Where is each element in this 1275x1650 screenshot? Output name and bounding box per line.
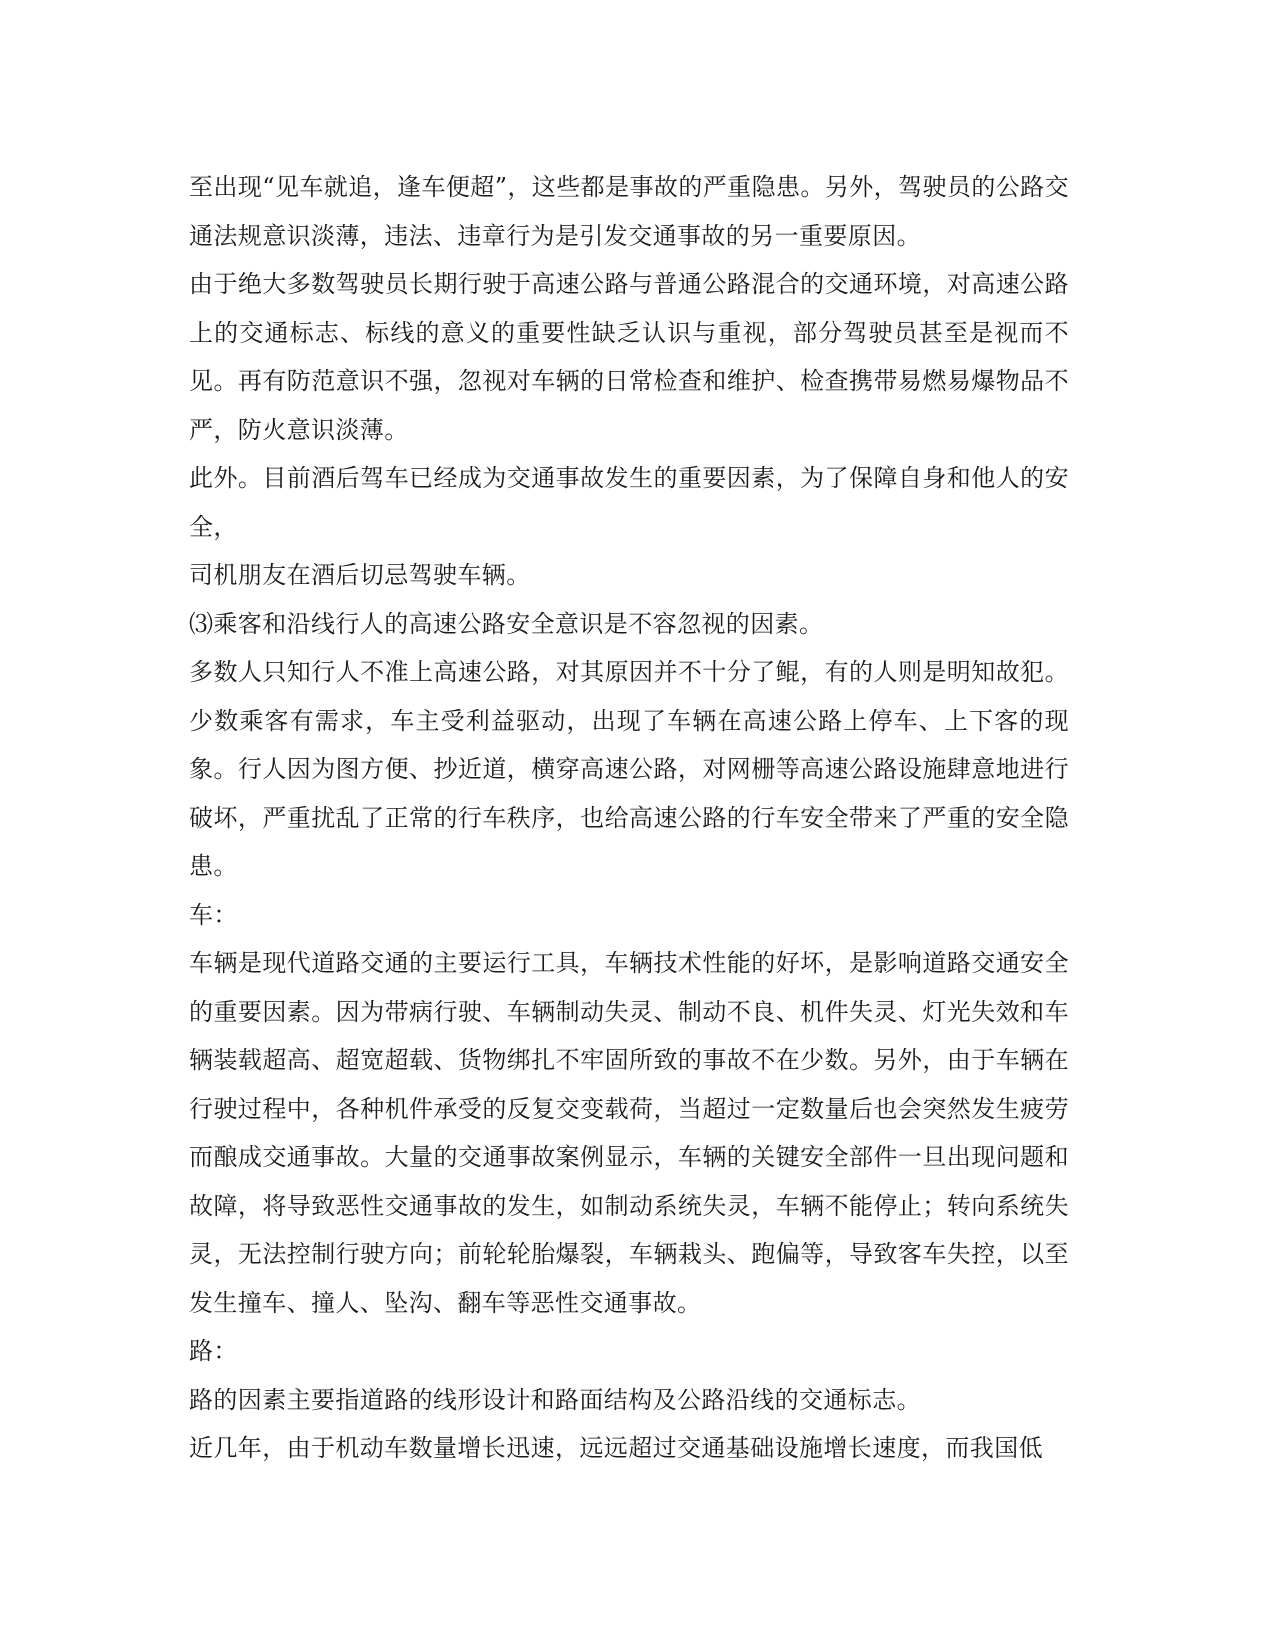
section-heading-vehicle: 车： xyxy=(189,900,238,929)
paragraph-4: 司机朋友在酒后切忌驾驶车辆。 xyxy=(189,561,531,589)
paragraph-1: 至出现“见车就追，逢车便超”，这些都是事故的严重隐患。另外，驾驶员的公路交通法规意识淡薄，违法、违章行为是引发交通事故的另一重要原因。 xyxy=(189,173,1069,250)
paragraph-11: 近几年，由于机动车数量增长迅速，远远超过交通基础设施增长速度，而我国低 xyxy=(189,1434,1043,1462)
paragraph-10: 路的因素主要指道路的线形设计和路面结构及公路沿线的交通标志。 xyxy=(189,1385,921,1414)
document-body xyxy=(189,163,1069,1473)
paragraph-2: 由于绝大多数驾驶员长期行驶于高速公路与普通公路混合的交通环境，对高速公路上的交通标志、标线的意义的重要性缺乏认识与重视，部分驾驶员甚至是视而不见。再有防范意识不强，忽视对车辆的日常检查和维护、检查携带易燃易爆物品不严，防火意识淡薄。 xyxy=(189,270,1069,444)
section-heading-road: 路： xyxy=(189,1337,238,1365)
paragraph-3: 此外。目前酒后驾车已经成为交通事故发生的重要因素，为了保障自身和他人的安全， xyxy=(189,464,1069,541)
paragraph-6: 多数人只知行人不准上高速公路，对其原因并不十分了鲲，有的人则是明知故犯。少数乘客有需求，车主受利益驱动，出现了车辆在高速公路上停车、上下客的现象。行人因为图方便、抄近道，横穿高速公路，对网栅等高速公路设施肆意地进行破坏，严重扰乱了正常的行车秩序，也给高速公路的行车安全带来了严重的安全隐患。 xyxy=(189,658,1069,880)
paragraph-8: 车辆是现代道路交通的主要运行工具，车辆技术性能的好坏，是影响道路交通安全的重要因素。因为带病行驶、车辆制动失灵、制动不良、机件失灵、灯光失效和车辆装载超高、超宽超载、货物绑扎不牢固所致的事故不在少数。另外，由于车辆在行驶过程中，各种机件承受的反复交变载荷，当超过一定数量后也会突然发生疲劳而酿成交通事故。大量的交通事故案例显示，车辆的关键安全部件一旦出现问题和故障，将导致恶性交通事故的发生，如制动系统失灵，车辆不能停止；转向系统失灵，无法控制行驶方向；前轮轮胎爆裂，车辆栽头、跑偏等，导致客车失控，以至发生撞车、撞人、坠沟、翻车等恶性交通事故。 xyxy=(189,949,1069,1317)
paragraph-5: ⑶乘客和沿线行人的高速公路安全意识是不容忽视的因素。 xyxy=(189,609,824,638)
